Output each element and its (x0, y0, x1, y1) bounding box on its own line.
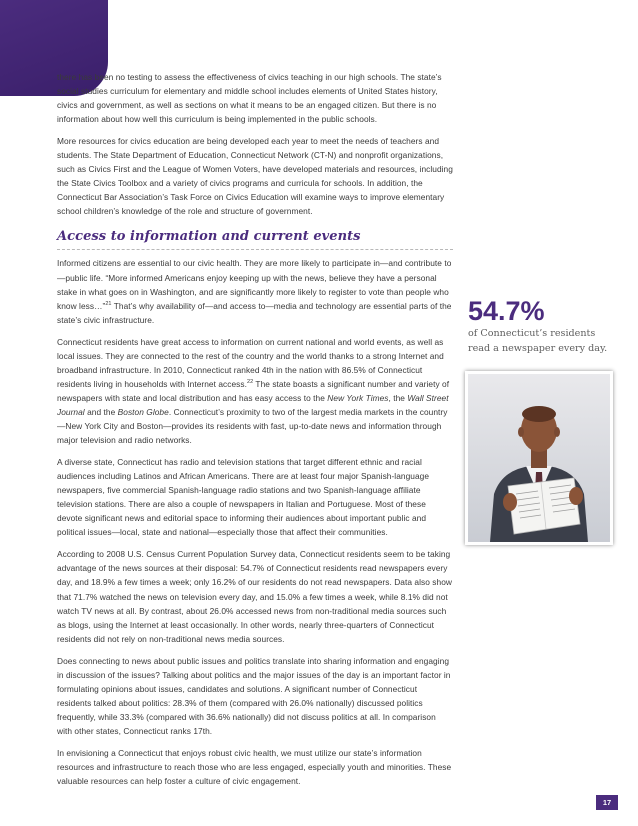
newspaper-title: Boston Globe (117, 406, 169, 417)
paragraph-census-data: According to 2008 U.S. Census Current Population Survey data, Connecticut residents seem to be taking advantage of the news sources at their disposal: 54.7% of Connecticut residents read newspapers every day, and 18.9% a few times a week; only 16.2% of our residents do not read newspapers. Data also show that 71.7% watched the news on television every day, and 15.0% a few times a week, while 8.1% did not watch TV news at all. By contrast, about 26.0% accessed news from non-traditional media sources such as blogs, using the Internet at least occasionally. In other words, nearly three-quarters of Connecticut residents did not rely on non-traditional news media sources. (57, 549, 452, 644)
footnote-ref-22: 22 (246, 379, 254, 386)
stat-caption-line-1: of Connecticut’s residents (468, 328, 596, 339)
section-heading: Access to information and current events (57, 229, 453, 250)
text-run: Informed citizens are essential to our civic health. They are more likely to participate in—and contribute to—public life. “More informed Americans enjoy keeping up with the news, believe they have a personal stake in what goes on in Washington, and are significantly more likely to register to vote than people who know less…” (57, 258, 452, 311)
text-run: Connecticut residents have great access to information on current national and world events, as well as local issues. They are connected to the rest of the country and the world thanks to a strong Internet and broadband infrastructure. In 2010, Connecticut ranked 4th in the nation with 86.5% of Connecticut residents living in households with Internet access. (57, 336, 444, 389)
body-column (57, 70, 453, 796)
paragraph-political-discussion: Does connecting to news about public issues and politics translate into sharing information and engaging in discussion of the issues? Talking about politics and the major issues of the day is an important factor in formulating opinions about issues, candidates and solutions. A significant number of Connecticut residents talked about politics: 28.3% of them (compared with 26.0% nationally) discussed politics frequently, while 33.3% (compared with 36.6% nationally) did not discuss politics at all. In comparison with other states, Connecticut ranks 17th. (57, 655, 451, 736)
paragraph-envisioning: In envisioning a Connecticut that enjoys robust civic health, we must utilize our state’s information resources and infrastructure to reach those who are less engaged, especially youth and minorities. These valuable resources can help foster a culture of civic engagement. (57, 747, 452, 787)
paragraph-diverse-state: A diverse state, Connecticut has radio and television stations that target different ethnic and racial audiences including Latinos and African Americans. There are at least four major Spanish-language newspapers, five commercial Spanish-language radio stations and two Spanish-language affiliate television stations. There are also a couple of newspapers in Italian and Portuguese. Most of these devote significant news and editorial space to informing their audiences about important public and political issues—local, state and national—especially those that affect their communities. (57, 457, 430, 538)
man-reading-newspaper-illustration (468, 374, 610, 542)
paragraph-civics-testing: there has been no testing to assess the effectiveness of civics teaching in our high schools. The state’s social studies curriculum for elementary and middle school includes elements of United States history, civics and government, as well as sections on what it means to be an engaged citizen. But there is no information about how well this curriculum is being implemented in the public schools. (57, 72, 442, 125)
paragraph-access-to-news (57, 335, 453, 447)
photo-man-reading-newspaper (465, 371, 613, 545)
footnote-ref-21: 21 (105, 300, 112, 307)
text-run: That’s why availability of—and access to—media and technology are essential parts of the state’s civic infrastructure. (57, 300, 452, 325)
paragraph-civics-resources: More resources for civics education are being developed each year to meet the needs of teachers and students. The State Department of Education, Connecticut Network (CT-N) and nonprofit organizations, such as Civics First and the League of Women Voters, have developed materials and resources, including the State Civics Toolbox and a variety of civics programs and curricula for schools. In addition, the Connecticut Bar Association’s Task Force on Civics Education will examine ways to improve elementary school children’s knowledge of the role and structure of government. (57, 136, 453, 217)
stat-callout (468, 296, 618, 356)
newspaper-title: New York Times (327, 392, 389, 403)
text-run: , the (388, 392, 408, 403)
paragraph-informed-citizens (57, 256, 453, 326)
text-run: . Connecticut’s proximity to two of the largest media markets in the country—New York City and Boston—provides its residents with fast, up-to-date news and information through major television and radio networks. (57, 406, 448, 446)
text-run: The state boasts a significant number and variety of newspapers with state and local distribution and has easy access to the (57, 378, 450, 403)
stat-value: 54.7% (468, 296, 545, 326)
stat-caption-line-2: read a newspaper every day. (468, 343, 608, 354)
page-number: 17 (596, 795, 618, 810)
newspaper-title: Wall Street Journal (57, 392, 449, 417)
text-run: and the (84, 406, 118, 417)
